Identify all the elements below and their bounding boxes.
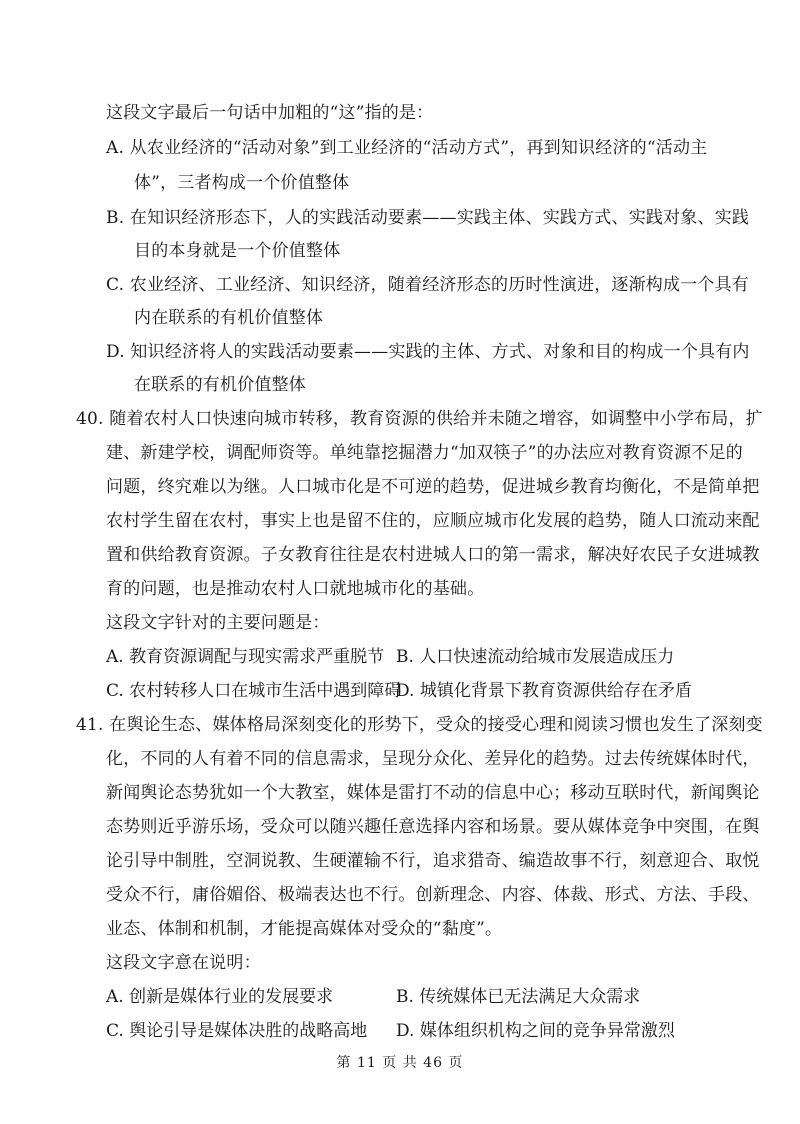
q40-prompt: 这段文字针对的主要问题是：: [106, 613, 330, 633]
q39-option-d-line2: 在联系的有机价值整体: [134, 375, 306, 395]
q40-option-d: D. 城镇化背景下教育资源供给存在矛盾: [396, 681, 692, 701]
q39-option-b-line1: B. 在知识经济形态下，人的实践活动要素——实践主体、实践方式、实践对象、实践: [106, 208, 750, 228]
q41-line-1: 41. 在舆论生态、媒体格局深刻变化的形势下，受众的接受心理和阅读习惯也发生了深刻变: [76, 715, 763, 735]
q40-option-c: C. 农村转移人口在城市生活中遇到障碍: [106, 681, 402, 701]
q41-option-c: C. 舆论引导是媒体决胜的战略高地: [106, 1021, 368, 1041]
q39-option-c-line2: 内在联系的有机价值整体: [134, 308, 324, 328]
q40-line-5: 置和供给教育资源。子女教育往往是农村进城人口的第一需求，解决好农民子女进城教: [106, 545, 760, 565]
q40-line-3: 问题，终究难以为继。人口城市化是不可逆的趋势，促进城乡教育均衡化，不是简单把: [106, 477, 760, 497]
q40-option-b: B. 人口快速流动给城市发展造成压力: [396, 647, 675, 667]
q39-option-a-line2: 体”，三者构成一个价值整体: [134, 173, 350, 193]
q41-line-4: 态势则近乎游乐场，受众可以随兴趣任意选择内容和场景。要从媒体竞争中突围，在舆: [106, 817, 760, 837]
q41-option-a: A. 创新是媒体行业的发展要求: [106, 987, 334, 1007]
q41-option-b: B. 传统媒体已无法满足大众需求: [396, 987, 641, 1007]
q40-line-4: 农村学生留在农村，事实上也是留不住的，应顺应城市化发展的趋势，随人口流动来配: [106, 511, 760, 531]
q41-option-d: D. 媒体组织机构之间的竞争异常激烈: [396, 1021, 675, 1041]
q39-option-c-line1: C. 农业经济、工业经济、知识经济，随着经济形态的历时性演进，逐渐构成一个具有: [106, 275, 750, 295]
q40-option-a: A. 教育资源调配与现实需求严重脱节: [106, 647, 385, 667]
q39-option-a-line1: A. 从农业经济的“活动对象”到工业经济的“活动方式”，再到知识经济的“活动主: [106, 138, 708, 158]
q41-prompt: 这段文字意在说明：: [106, 953, 261, 973]
q40-line-2: 建、新建学校，调配师资等。单纯靠挖掘潜力“加双筷子”的办法应对教育资源不足的: [106, 443, 743, 463]
q39-option-d-line1: D. 知识经济将人的实践活动要素——实践的主体、方式、对象和目的构成一个具有内: [106, 342, 750, 362]
q41-line-5: 论引导中制胜，空洞说教、生硬灌输不行，追求猎奇、编造故事不行，刻意迎合、取悦: [106, 851, 760, 871]
q39-option-b-line2: 目的本身就是一个价值整体: [134, 241, 341, 261]
q41-line-6: 受众不行，庸俗媚俗、极端表达也不行。创新理念、内容、体裁、形式、方法、手段、: [106, 885, 760, 905]
q40-line-1: 40. 随着农村人口快速向城市转移，教育资源的供给并未随之增容，如调整中小学布局，扩: [76, 409, 763, 429]
q39-prompt: 这段文字最后一句话中加粗的“这”指的是：: [106, 103, 434, 123]
q41-line-3: 新闻舆论态势犹如一个大教室，媒体是雷打不动的信息中心；移动互联时代，新闻舆论: [106, 783, 760, 803]
page-footer: 第 11 页 共 46 页: [336, 1055, 464, 1071]
q41-line-2: 化，不同的人有着不同的信息需求，呈现分众化、差异化的趋势。过去传统媒体时代，: [106, 749, 760, 769]
q41-line-7: 业态、体制和机制，才能提高媒体对受众的“黏度”。: [106, 919, 503, 939]
q40-line-6: 育的问题，也是推动农村人口就地城市化的基础。: [106, 579, 485, 599]
